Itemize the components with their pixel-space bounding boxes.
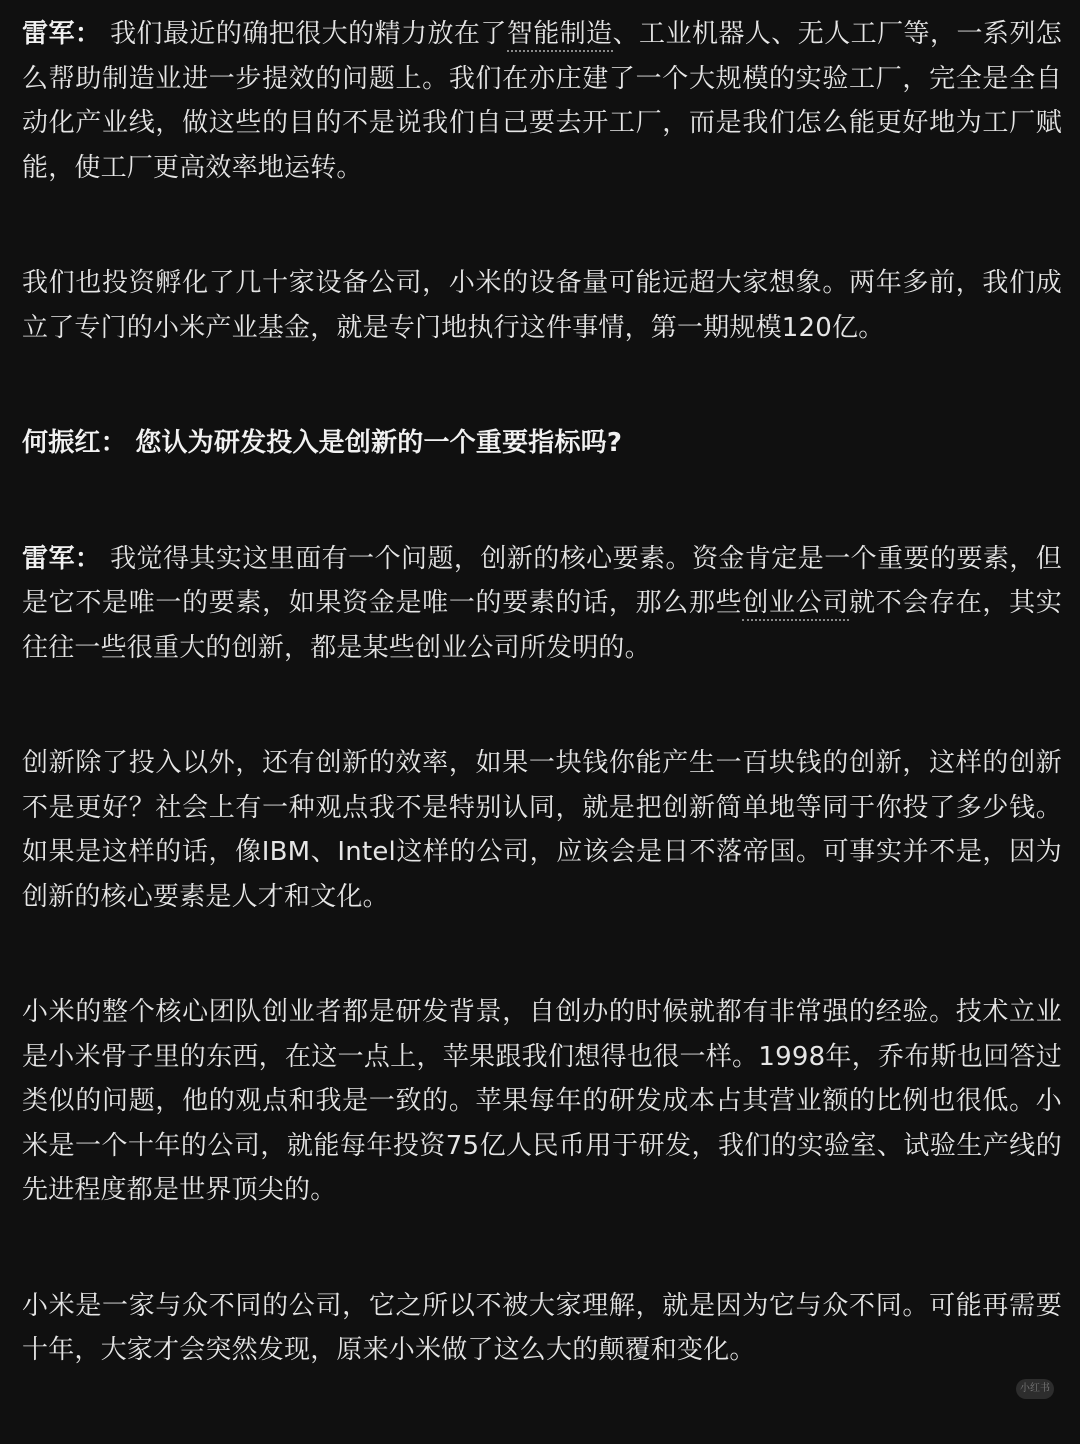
- speaker-lei-jun-2: 雷军：: [22, 543, 102, 574]
- paragraph-4-text-b: 就不会存在，其实往往一些很重大的创新，都是某些创业公司所发明的。: [22, 588, 1062, 663]
- paragraph-6: 小米的整个核心团队创业者都是研发背景，自创办的时候就都有非常强的经验。技术立业是小米骨子里的东西，在这一点上，苹果跟我们想得也很一样。1998年，乔布斯也回答过类似的问题，他的观点和我是一致的。苹果每年的研发成本占其营业额的比例也很低。小米是一个十年的公司，就能每年投资75亿人民币用于研发，我们的实验室、试验生产线的先进程度都是世界顶尖的。: [22, 997, 1062, 1205]
- paragraph-4: [22, 537, 1062, 671]
- speaker-lei-jun: 雷军：: [22, 19, 102, 49]
- xiaohongshu-watermark: 小红书: [1016, 1379, 1054, 1399]
- paragraph-2: 我们也投资孵化了几十家设备公司，小米的设备量可能远超大家想象。两年多前，我们成立了专门的小米产业基金，就是专门地执行这件事情，第一期规模120亿。: [22, 268, 1062, 343]
- keyword-link-startup[interactable]: 创业公司: [742, 588, 849, 621]
- keyword-link-smart-manufacturing[interactable]: 智能制造: [507, 19, 613, 52]
- paragraph-1-text-b: 、工业机器人、无人工厂等，一系列怎么帮助制造业进一步提效的问题上。我们在亦庄建了一个大规模的实验工厂，完全是全自动化产业线，做这些的目的不是说我们自己要去开工厂，而是我们怎么能更好地为工厂赋能，使工厂更高效率地运转。: [22, 19, 1062, 183]
- question-text: 您认为研发投入是创新的一个重要指标吗?: [135, 428, 623, 458]
- speaker-he-zhenhong: 何振红：: [22, 428, 127, 458]
- paragraph-1-text-a: 我们最近的确把很大的精力放在了: [110, 19, 507, 49]
- question-paragraph: [22, 421, 1062, 466]
- paragraph-7: 小米是一家与众不同的公司，它之所以不被大家理解，就是因为它与众不同。可能再需要十年，大家才会突然发现，原来小米做了这么大的颠覆和变化。: [22, 1290, 1062, 1365]
- article: [22, 12, 1062, 1444]
- paragraph-5: 创新除了投入以外，还有创新的效率，如果一块钱你能产生一百块钱的创新，这样的创新不是更好？社会上有一种观点我不是特别认同，就是把创新简单地等同于你投了多少钱。如果是这样的话，像IBM、Intel这样的公司，应该会是日不落帝国。可事实并不是，因为创新的核心要素是人才和文化。: [22, 748, 1062, 912]
- paragraph-1: [22, 12, 1062, 190]
- paragraph-4-text-a: 我觉得其实这里面有一个问题，创新的核心要素。资金肯定是一个重要的要素，但是它不是唯一的要素，如果资金是唯一的要素的话，那么那些: [22, 543, 1063, 618]
